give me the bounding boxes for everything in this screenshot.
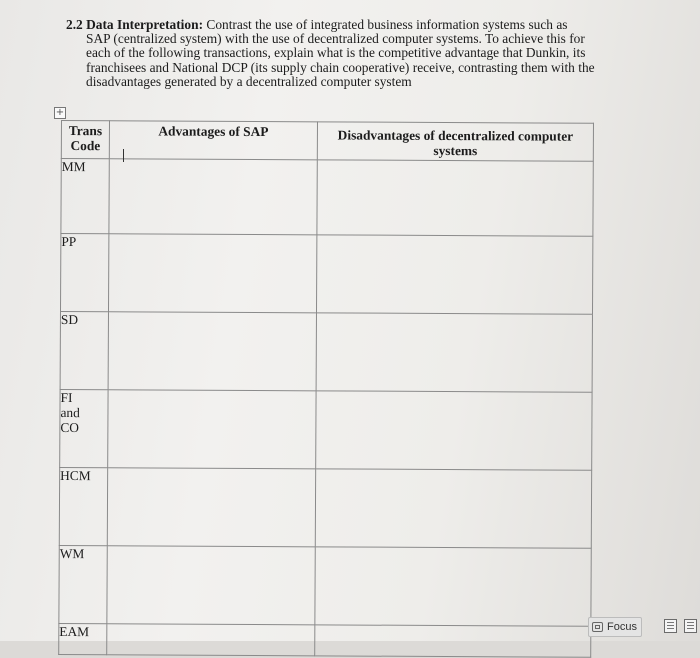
- print-layout-icon[interactable]: [684, 619, 697, 633]
- question-line-2: SAP (centralized system) with the use of decentralized computer systems. To achieve this for: [86, 30, 585, 46]
- advantages-cell-sd[interactable]: [108, 312, 316, 391]
- table-row-sd: [60, 312, 592, 393]
- advantages-cell-eam[interactable]: [107, 624, 315, 656]
- disadvantages-cell-wm[interactable]: [315, 547, 591, 626]
- disadvantages-cell-fi-co[interactable]: [316, 391, 592, 470]
- header-trans-code: Trans Code: [61, 121, 109, 159]
- question-text: [66, 18, 596, 90]
- table-row-fi-co: [60, 389, 592, 470]
- table-row-hcm: [59, 467, 591, 548]
- code-cell-eam: EAM: [59, 623, 107, 654]
- code-cell-wm: WM: [59, 545, 107, 623]
- table-row-wm: [59, 545, 591, 626]
- focus-icon: [592, 622, 603, 632]
- advantages-cell-hcm[interactable]: [107, 468, 315, 547]
- code-cell-mm: MM: [61, 159, 109, 234]
- read-mode-icon[interactable]: [664, 619, 677, 633]
- question-label: 2.2 Data Interpretation:: [66, 17, 204, 32]
- focus-label: Focus: [607, 621, 637, 633]
- table-move-handle-icon[interactable]: +: [55, 107, 65, 118]
- disadvantages-cell-eam[interactable]: [315, 625, 591, 657]
- advantages-cell-fi-co[interactable]: [108, 390, 316, 469]
- disadvantages-cell-sd[interactable]: [316, 313, 592, 392]
- question-line-1: Contrast the use of integrated business information systems such as: [206, 17, 568, 32]
- code-cell-hcm: HCM: [59, 467, 107, 545]
- advantages-cell-pp[interactable]: [108, 234, 316, 313]
- advantages-cell-wm[interactable]: [107, 546, 315, 625]
- table-row-mm: [61, 159, 593, 237]
- question-body: [66, 32, 596, 90]
- header-disadvantages: Disadvantages of decentralized computer systems: [317, 122, 593, 161]
- text-cursor: [123, 149, 124, 162]
- table-row-pp: [60, 234, 592, 315]
- disadvantages-cell-mm[interactable]: [317, 160, 593, 236]
- header-advantages: Advantages of SAP: [109, 121, 317, 160]
- transactions-table: [58, 120, 594, 658]
- disadvantages-cell-hcm[interactable]: [315, 469, 591, 548]
- question-line-3: each of the following transactions, explain what is the competitive advantage that Dunkin, its: [86, 45, 586, 61]
- disadvantages-cell-pp[interactable]: [316, 235, 592, 314]
- table-header-row: [61, 121, 593, 162]
- focus-button[interactable]: [588, 617, 642, 637]
- question-line-5: the disadvantages generated by a decentralized computer system: [86, 59, 595, 90]
- code-cell-fi-co: FI and CO: [60, 389, 108, 467]
- advantages-cell-mm[interactable]: [109, 159, 317, 235]
- question-line-4: franchisees and National DCP (its supply chain cooperative) receive, contrasting them with: [86, 59, 575, 75]
- table-row-eam: [59, 623, 591, 657]
- code-cell-sd: SD: [60, 312, 108, 390]
- code-cell-pp: PP: [60, 234, 108, 312]
